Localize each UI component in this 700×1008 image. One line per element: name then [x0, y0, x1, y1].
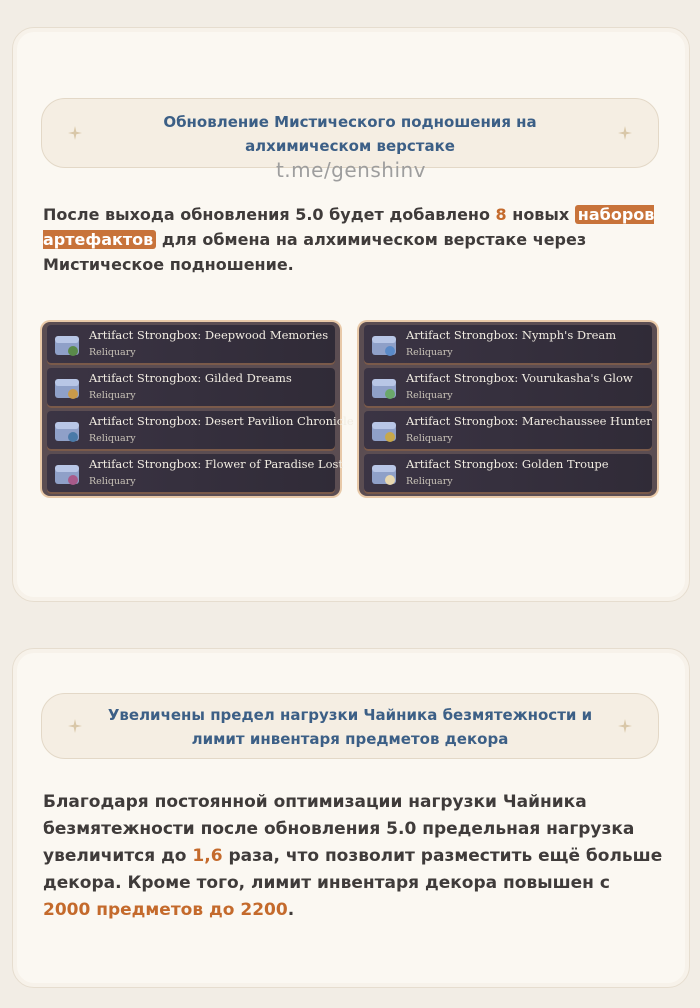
sparkle-icon: [68, 126, 82, 140]
list-item[interactable]: [364, 454, 652, 494]
item-subtitle: Reliquary: [89, 347, 136, 358]
strongbox-icon: [53, 331, 81, 359]
list-item[interactable]: [47, 325, 335, 365]
strongbox-icon: [370, 417, 398, 445]
item-subtitle: Reliquary: [89, 390, 136, 401]
watermark: t.me/genshinv: [275, 158, 427, 182]
strongbox-icon: [370, 331, 398, 359]
banner-title-line2: алхимическом верстаке: [245, 137, 455, 155]
section-banner: [41, 693, 659, 759]
item-title: Artifact Strongbox: Flower of Paradise Lost: [89, 457, 344, 471]
item-subtitle: Reliquary: [406, 476, 453, 487]
highlight-multiplier: 1,6: [192, 846, 223, 866]
item-title: Artifact Strongbox: Gilded Dreams: [89, 371, 292, 385]
banner-title-line2: лимит инвентаря предметов декора: [191, 730, 509, 748]
item-title: Artifact Strongbox: Marechaussee Hunter: [406, 414, 652, 428]
sparkle-icon: [68, 719, 82, 733]
strongbox-icon: [53, 417, 81, 445]
text-part: раза, что позволит разместить ещё больше декора. Кроме того, лимит инвентаря декора повышен с: [43, 846, 663, 893]
item-title: Artifact Strongbox: Desert Pavilion Chronicle: [89, 414, 354, 428]
text-part: .: [287, 900, 295, 920]
strongbox-icon: [53, 460, 81, 488]
item-title: Artifact Strongbox: Golden Troupe: [406, 457, 609, 471]
teapot-description: [43, 789, 663, 924]
text-part: новых: [506, 205, 575, 224]
banner-title-line1: Обновление Мистического подношения на: [163, 113, 537, 131]
artifact-description: [43, 202, 663, 277]
highlight-inventory-limit: 2000 предметов до 2200: [43, 900, 288, 920]
item-subtitle: Reliquary: [89, 433, 136, 444]
artifact-update-card: [12, 27, 690, 602]
strongbox-list-left: [42, 322, 354, 496]
text-part: Благодаря постоянной оптимизации нагрузки Чайника безмятежности после обновления 5.0 предельная нагрузка увеличится до: [43, 792, 635, 866]
list-item[interactable]: [364, 368, 652, 408]
list-item[interactable]: [364, 411, 652, 451]
strongbox-icon: [370, 374, 398, 402]
text-part: После выхода обновления 5.0 будет добавлено: [43, 205, 496, 224]
list-item[interactable]: [364, 325, 652, 365]
item-subtitle: Reliquary: [406, 433, 453, 444]
teapot-update-card: [12, 648, 690, 988]
highlight-number: 8: [495, 205, 507, 224]
strongbox-icon: [53, 374, 81, 402]
text-part: для обмена на алхимическом верстаке через Мистическое подношение.: [43, 230, 587, 274]
item-title: Artifact Strongbox: Deepwood Memories: [89, 328, 329, 342]
item-title: Artifact Strongbox: Vourukasha's Glow: [406, 371, 633, 385]
sparkle-icon: [618, 126, 632, 140]
item-subtitle: Reliquary: [89, 476, 136, 487]
sparkle-icon: [618, 719, 632, 733]
list-item[interactable]: [47, 454, 344, 494]
strongbox-list-right: [359, 322, 657, 496]
banner-title-line1: Увеличены предел нагрузки Чайника безмятежности и: [107, 706, 593, 724]
list-item[interactable]: [47, 411, 354, 451]
item-title: Artifact Strongbox: Nymph's Dream: [406, 328, 617, 342]
list-item[interactable]: [47, 368, 335, 408]
highlight-artifact-sets: наборов артефактов: [43, 205, 655, 249]
strongbox-icon: [370, 460, 398, 488]
item-subtitle: Reliquary: [406, 347, 453, 358]
item-subtitle: Reliquary: [406, 390, 453, 401]
